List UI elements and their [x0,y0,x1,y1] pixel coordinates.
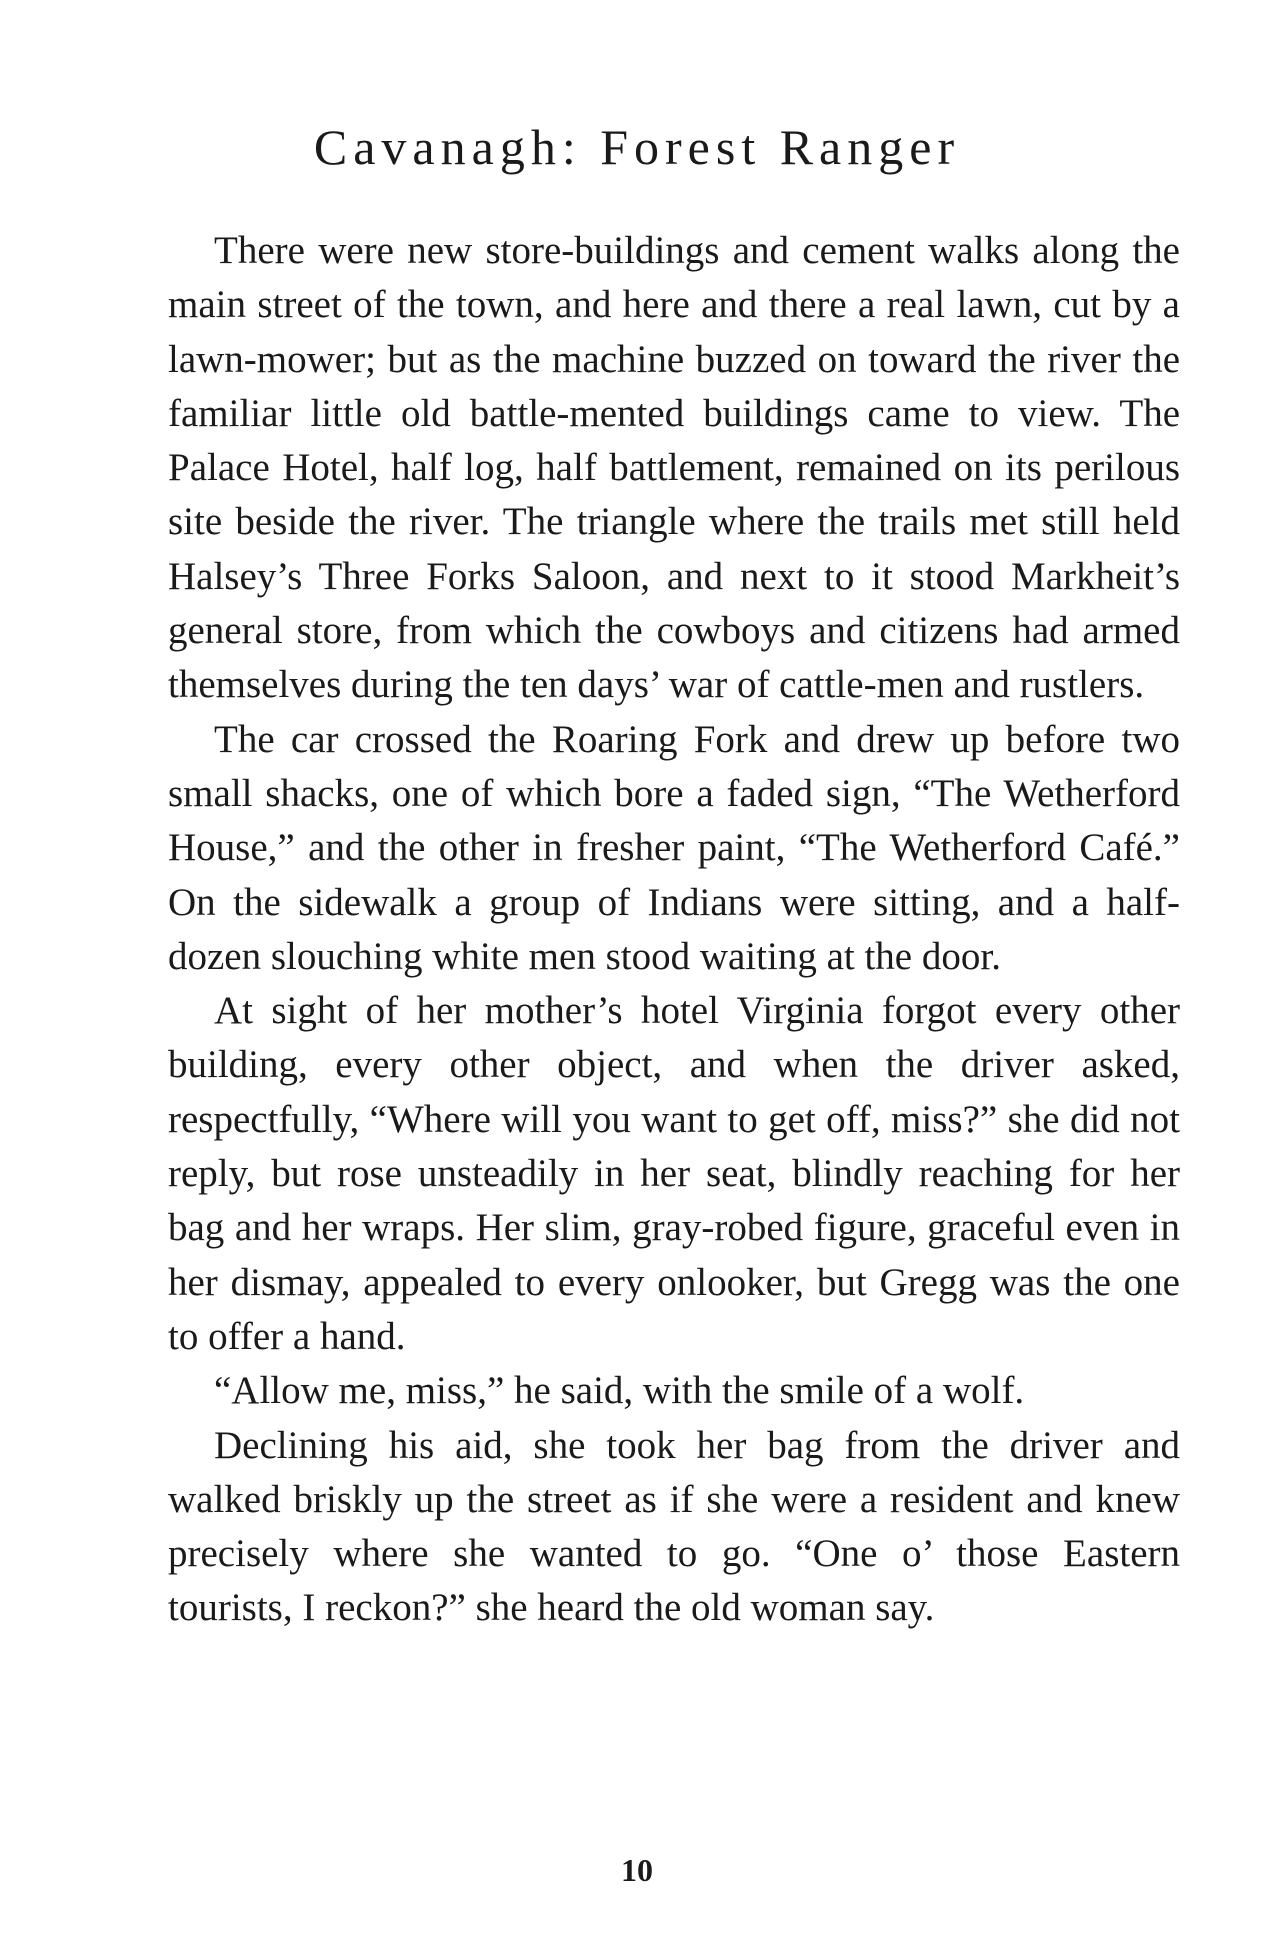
paragraph: Declining his aid, she took her bag from the driver and walked briskly up the street as if she were a resident and knew precisely where she wanted to go. “One o’ those Eastern tourists, I reckon?” she heard the old woman say. [168,1423,1180,1630]
paragraph: At sight of her mother’s hotel Virginia forgot every other building, every other object, and when the driver asked, respectfully, “Where will you want to get off, miss?” she did not reply, but rose unsteadily in her seat, blindly reaching for her bag and her wraps. Her slim, gray-robed figure, graceful even in her dismay, appealed to every onlooker, but Gregg was the one to offer a hand. [168,989,1180,1358]
running-head: Cavanagh: Forest Ranger [313,119,961,175]
paragraph: There were new store-buildings and cement walks along the main street of the town, and here and there a real lawn, cut by a lawn-mower; but as the machine buzzed on toward the river the familiar little old battle-mented buildings came to view. The Palace Hotel, half log, half battlement, remained on its perilous site beside the river. The triangle where the trails met still held Halsey’s Three Forks Saloon, and next to it stood Markheit’s general store, from which the cowboys and citizens had armed themselves during the ten days’ war of cattle-men and rustlers. [168,229,1180,707]
paragraph: “Allow me, miss,” he said, with the smile of a wolf. [214,1369,1025,1413]
paragraph: The car crossed the Roaring Fork and drew up before two small shacks, one of which bore a faded sign, “The Wetherford House,” and the other in fresher paint, “The Wetherford Café.” On the sidewalk a group of Indians were sitting, and a half-dozen slouching white men stood waiting at the door. [168,717,1180,978]
body-text [168,224,1180,1636]
page-number: 10 [621,1852,653,1888]
